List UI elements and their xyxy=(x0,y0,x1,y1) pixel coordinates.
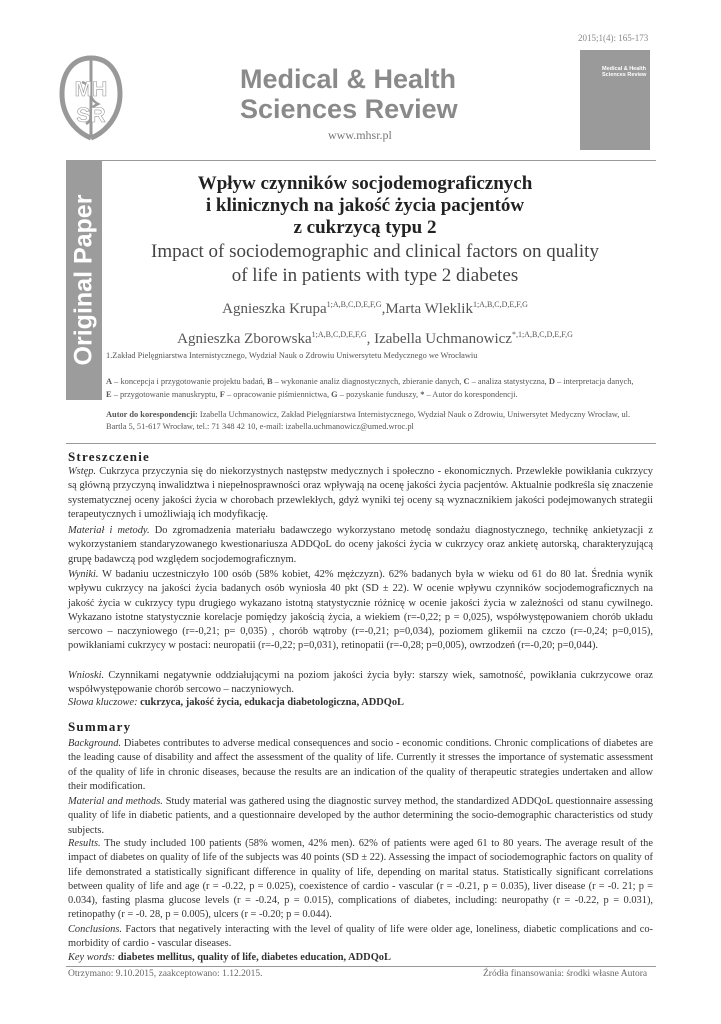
title-english-line2: of life in patients with type 2 diabetes xyxy=(231,265,519,286)
title-polish-line3: z cukrzycą typu 2 xyxy=(293,217,437,238)
abstract-label: Background. xyxy=(68,738,121,749)
contrib-key: * xyxy=(420,390,425,399)
citation: 2015;1(4): 165-173 xyxy=(578,33,649,43)
author-line1 xyxy=(120,292,630,322)
abstract-label: Wstęp. xyxy=(68,466,96,477)
abstract-text: Diabetes contributes to adverse medical consequences and socio - economic conditions. Chronic complications of diabetes are the leading cause of disability and affect the assessment of the quality of life. Currently it stresses the importance of systematic assessment of the quality of life in chronic diseases, because the results are an indication of the quality of therapeutic strategies undertaken and allow their modification. xyxy=(68,738,653,792)
journal-url[interactable]: www.mhsr.pl xyxy=(328,128,392,142)
contrib-key: A xyxy=(106,377,113,386)
affiliation: 1.Zakład Pielęgniarstwa Internistycznego, Wydział Nauk o Zdrowiu Uniwersytetu Medycznego we Wrocławiu xyxy=(106,351,478,360)
abstract-en-conclusions xyxy=(68,923,653,952)
author-name: ,Marta Wleklik xyxy=(381,301,473,317)
abstract-en-results xyxy=(68,837,653,923)
abstract-en-methods xyxy=(68,795,653,838)
journal-title xyxy=(240,64,458,124)
abstract-label: Material and methods. xyxy=(68,796,163,807)
abstract-pl-keywords xyxy=(68,696,653,710)
abstract-pl-introduction xyxy=(68,465,653,522)
abstract-label: Materiał i metody. xyxy=(68,525,150,536)
abstract-pl-conclusions xyxy=(68,669,653,698)
journal-title-line2: Sciences Review xyxy=(240,94,458,124)
author-affiliation: 1;A,B,C,D,E,F,G xyxy=(472,300,528,309)
abstract-text: The study included 100 patients (58% women, 42% men). 62% of patients were aged 61 to 80 years. The average result of the impact of diabetes on quality of life of the subjects was 40 points (SD ± 22). Assessing the impact of sociodemographic factors on quality of life demonstrated a statistically significant difference in quality of life, depending on marital status. Statistically significant correlations between quality of life and age (r = -0.22, p = 0.025), coexistence of cardio - vascular (r = -0.21, p = 0.035), liver disease (r = -0. 21; p = 0.034), fasting plasma glucose levels (r = -0.24, p = 0.015), complications of diabetes, including: neuropathy (r = -0.22, p = 0.031), retinopathy (r = -0. 28, p = 0.005), ulcers (r = -0.20; p = 0.044). xyxy=(68,838,653,921)
author-name: Agnieszka Krupa xyxy=(222,301,327,317)
abstract-label: Słowa kluczowe: xyxy=(68,697,138,708)
divider-bottom xyxy=(66,966,656,967)
author-affiliation: *,1;A,B,C,D,E,F,G xyxy=(511,330,573,339)
abstract-keywords: cukrzyca, jakość życia, edukacja diabetologiczna, ADDQoL xyxy=(137,697,404,708)
contrib-key: B xyxy=(266,377,273,386)
contrib-text: – analiza statystyczna, xyxy=(469,377,549,386)
contrib-key: G xyxy=(331,390,338,399)
contrib-text: – koncepcja i przygotowanie projektu badań, xyxy=(112,377,267,386)
contrib-key: D xyxy=(548,377,555,386)
contrib-key: C xyxy=(463,377,470,386)
logo-text-sr: SR xyxy=(76,104,106,127)
abstract-text: Study material was gathered using the diagnostic survey method, the standardized ADDQoL questionnaire assessing quality of life in diabetic patients, and a questionnaire developed by the author determining the socio-demographic characteristics od study subjects. xyxy=(68,796,654,836)
section-tag-label: Original Paper xyxy=(69,194,98,366)
abstract-label: Key words: xyxy=(68,952,116,963)
correspondence xyxy=(106,409,636,433)
author-affiliation: 1;A,B,C,D,E,F,G xyxy=(311,330,367,339)
abstract-text: Factors that negatively interacting with the level of quality of life were older age, loneliness, diabetic complications and co-morbidity of cardio - vascular diseases. xyxy=(68,924,653,950)
abstract-en-keywords xyxy=(68,951,653,965)
abstract-text: W badaniu uczestniczyło 100 osób (58% kobiet, 42% mężczyzn). 62% badanych była w wieku od 61 do 80 lat. Średnia wynik wpływu cukrzycy na jakości życia badanych osób wyniosła 40 pkt (SD ± 22). W ocenie wpływu czynników socjodemograficznych na jakość życia w cukrzycy typu drugiego wykazano istotną statystycznie różnicę w ocenie jakości życia w zależności od stanu cywilnego. Wykazano istotne statystycznie korelacje pomiędzy jakością życia, a wiekiem (r=-0,22; p = 0,025), współwystępowaniem chorób układu sercowo – naczyniowego (r=-0,21; p= 0,035) , chorób wątroby (r=-0,21; p=0,034), poziomem glikemii na czczo (r=-0,24; p=0,015), powikłaniami cukrzycy w postaci: neuropatii (r=-0,22; p=0,031), retinopatii (r=-0,28; p=0,005), owrzodzeń (r=-0,20; p=0,044). xyxy=(68,569,653,652)
author-name: Agnieszka Zborowska xyxy=(177,331,312,347)
correspondence-text: Izabella Uchmanowicz, Zakład Pielęgniarstwa Internistycznego, Wydział Nauk o Zdrowiu, Uniwersytet Medyczny Wrocław, ul. Bartla 5, 51-617 Wrocław, tel.: 71 348 42 10, e-mail: izabella.uchmanowicz@umed.wroc.pl xyxy=(106,410,631,431)
abstract-label: Wyniki. xyxy=(68,569,99,580)
title-polish-line2: i klinicznych na jakość życia pacjentów xyxy=(205,195,525,216)
author-list xyxy=(120,292,630,352)
abstract-label: Results. xyxy=(68,838,101,849)
funding-source: Źródła finansowania: środki własne Autora xyxy=(483,969,648,979)
journal-logo xyxy=(58,52,124,142)
contrib-text: – Autor do korespondencji. xyxy=(424,390,518,399)
author-name: , Izabella Uchmanowicz xyxy=(366,331,512,347)
abstract-pl-methods xyxy=(68,524,653,567)
received-accepted-dates: Otrzymano: 9.10.2015, zaakceptowano: 1.12.2015. xyxy=(68,969,263,979)
author-affiliation: 1;A,B,C,D,E,F,G xyxy=(326,300,382,309)
logo-text-mh: MH xyxy=(74,78,108,101)
abstract-pl-results xyxy=(68,568,653,654)
contrib-text: – interpretacja danych, xyxy=(554,377,634,386)
abstract-en-background xyxy=(68,737,653,794)
author-line2 xyxy=(120,322,630,352)
cover-title xyxy=(602,66,646,78)
divider-top xyxy=(66,160,656,161)
abstract-label: Conclusions. xyxy=(68,924,122,935)
contrib-key: E xyxy=(106,390,112,399)
title-english xyxy=(120,240,630,288)
section-heading-summary: Summary xyxy=(68,719,132,734)
contributions xyxy=(106,375,636,401)
contrib-text: – wykonanie analiz diagnostycznych, zbieranie danych, xyxy=(272,377,464,386)
title-polish-line1: Wpływ czynników socjodemograficznych xyxy=(197,173,533,194)
abstract-label: Wnioski. xyxy=(68,670,105,681)
section-tag xyxy=(66,160,102,400)
title-english-line1: Impact of sociodemographic and clinical factors on quality xyxy=(151,241,599,262)
abstract-text: Czynnikami negatywnie oddziałującymi na poziom jakości życia były: starszy wiek, samotność, powikłania cukrzycowe oraz współwystępowanie chorób sercowo – naczyniowych. xyxy=(68,670,653,696)
divider-middle xyxy=(66,443,656,444)
cover-title-line2: Sciences Review xyxy=(602,72,647,78)
section-heading-streszczenie: Streszczenie xyxy=(68,449,151,464)
correspondence-label: Autor do korespondencji: xyxy=(106,410,198,419)
journal-cover xyxy=(580,50,650,150)
title-polish xyxy=(150,173,580,239)
abstract-text: Do zgromadzenia materiału badawczego wykorzystano metodę sondażu diagnostycznego, technikę ankietyzacji z wykorzystaniem standaryzowanego kwestionariusza ADDQoL do oceny jakości życia w cukrzycy oraz ankietę autorską, charakteryzującą grupę badawczą pod względem socjodemograficznym. xyxy=(68,525,653,565)
journal-title-line1: Medical & Health xyxy=(240,64,457,94)
abstract-text: Cukrzyca przyczynia się do niekorzystnych następstw medycznych i społeczno - ekonomicznych. Przewlekłe powikłania cukrzycy są główną przyczyną inwalidztwa i niepełnosprawności oraz wpływają na ocenę jakości życia pacjentów. Aktualnie podkreśla się znaczenie systematycznej oceny jakości życia w chorobach przewlekłych, gdyż wyniki tej oceny są wyznacznikiem jakości podejmowanych strategii terapeutycznych i umożliwiają ich modyfikację. xyxy=(68,466,653,520)
contrib-text: – przygotowanie manuskryptu, xyxy=(111,390,220,399)
contrib-key: F xyxy=(219,390,225,399)
cover-title-line1: Medical & Health xyxy=(602,66,647,72)
abstract-keywords: diabetes mellitus, quality of life, diabetes education, ADDQoL xyxy=(115,952,391,963)
contrib-text: – pozyskanie funduszy, xyxy=(337,390,421,399)
contrib-text: – opracowanie piśmiennictwa, xyxy=(224,390,332,399)
